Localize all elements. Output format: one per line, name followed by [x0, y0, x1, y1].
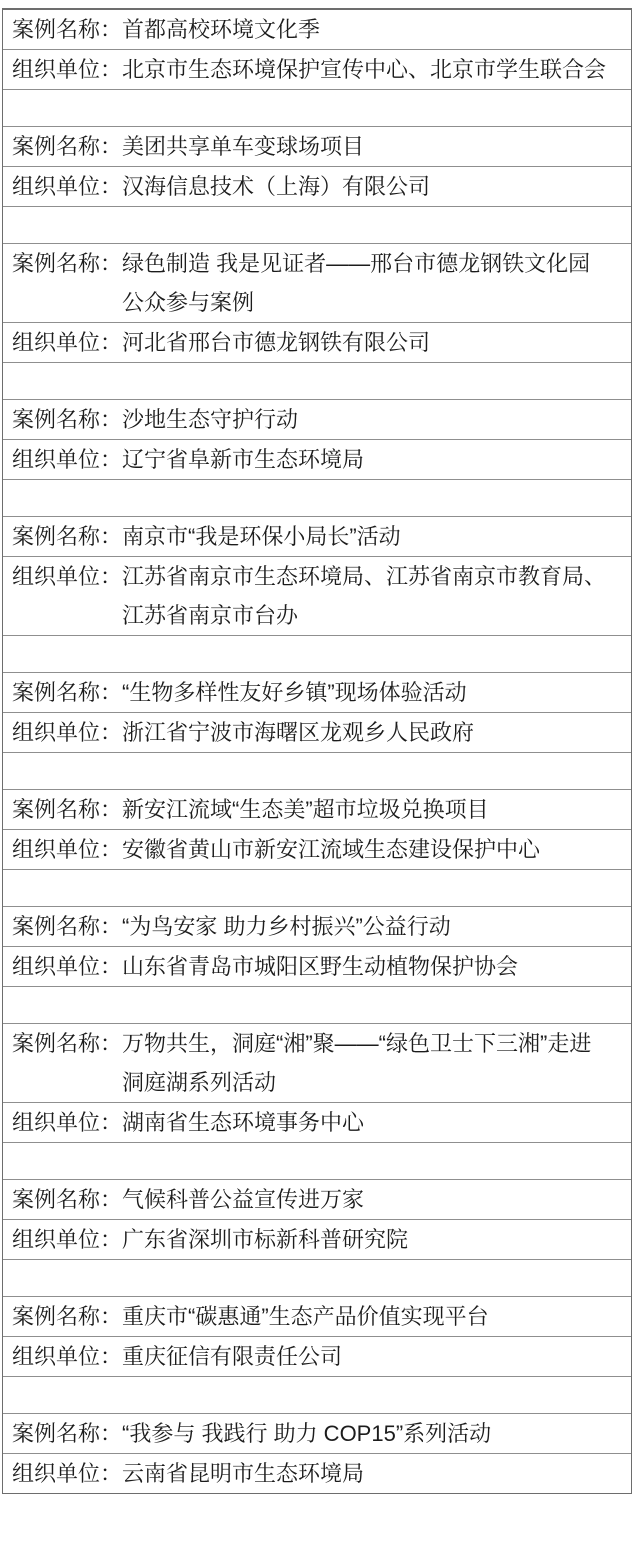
row-case-name — [3, 1297, 631, 1336]
case-name-value: 南京市“我是环保小局长”活动 — [122, 524, 401, 549]
row-org-unit — [3, 712, 631, 752]
org-unit-value: 北京市生态环境保护宣传中心、北京市学生联合会 — [122, 57, 607, 82]
org-unit-value: 辽宁省阜新市生态环境局 — [122, 447, 365, 472]
spacer-row — [3, 362, 631, 399]
case-section — [3, 906, 631, 1023]
org-unit-label: 组织单位： — [12, 1461, 123, 1486]
org-unit-value: 安徽省黄山市新安江流域生态建设保护中心 — [122, 837, 541, 862]
org-unit-value: 江苏省南京市生态环境局、江苏省南京市教育局、江苏省南京市台办 — [122, 564, 607, 628]
row-org-unit — [3, 556, 631, 635]
org-unit-label: 组织单位： — [12, 564, 123, 589]
row-org-unit — [3, 439, 631, 479]
case-section — [3, 1296, 631, 1413]
org-unit-value: 重庆征信有限责任公司 — [122, 1344, 343, 1369]
case-section — [3, 1023, 631, 1179]
org-unit-label: 组织单位： — [12, 720, 123, 745]
org-unit-value: 河北省邢台市德龙钢铁有限公司 — [122, 330, 431, 355]
org-unit-label: 组织单位： — [12, 1227, 123, 1252]
case-name-label: 案例名称： — [12, 407, 123, 432]
case-name-value: 沙地生态守护行动 — [122, 407, 299, 432]
spacer-row — [3, 1142, 631, 1179]
case-name-label: 案例名称： — [12, 797, 123, 822]
org-unit-value: 湖南省生态环境事务中心 — [122, 1110, 365, 1135]
row-case-name — [3, 517, 631, 556]
case-name-value: 首都高校环境文化季 — [122, 17, 321, 42]
spacer-row — [3, 206, 631, 243]
case-name-value: 气候科普公益宣传进万家 — [122, 1187, 365, 1212]
case-name-value: 新安江流域“生态美”超市垃圾兑换项目 — [122, 797, 489, 822]
case-section — [3, 1413, 631, 1493]
row-org-unit — [3, 1219, 631, 1259]
spacer-row — [3, 479, 631, 516]
org-unit-value: 浙江省宁波市海曙区龙观乡人民政府 — [122, 720, 475, 745]
case-section — [3, 399, 631, 516]
row-case-name — [3, 673, 631, 712]
row-case-name — [3, 10, 631, 49]
case-name-label: 案例名称： — [12, 1187, 123, 1212]
spacer-row — [3, 89, 631, 126]
case-name-value: 万物共生，洞庭“湘”聚——“绿色卫士下三湘”走进洞庭湖系列活动 — [122, 1031, 592, 1095]
spacer-row — [3, 752, 631, 789]
row-org-unit — [3, 946, 631, 986]
case-name-value: 美团共享单车变球场项目 — [122, 134, 365, 159]
row-case-name — [3, 790, 631, 829]
org-unit-value: 山东省青岛市城阳区野生动植物保护协会 — [122, 954, 519, 979]
case-name-value: 重庆市“碳惠通”生态产品价值实现平台 — [122, 1304, 489, 1329]
row-org-unit — [3, 1336, 631, 1376]
row-org-unit — [3, 829, 631, 869]
case-name-label: 案例名称： — [12, 1304, 123, 1329]
row-case-name — [3, 127, 631, 166]
row-case-name — [3, 1024, 631, 1102]
case-section — [3, 243, 631, 399]
spacer-row — [3, 869, 631, 906]
row-case-name — [3, 400, 631, 439]
row-case-name — [3, 1180, 631, 1219]
org-unit-value: 广东省深圳市标新科普研究院 — [122, 1227, 409, 1252]
case-name-label: 案例名称： — [12, 17, 123, 42]
case-name-value: “我参与 我践行 助力 COP15”系列活动 — [122, 1421, 492, 1446]
spacer-row — [3, 986, 631, 1023]
row-case-name — [3, 244, 631, 322]
org-unit-value: 汉海信息技术（上海）有限公司 — [122, 174, 431, 199]
org-unit-label: 组织单位： — [12, 837, 123, 862]
org-unit-label: 组织单位： — [12, 1344, 123, 1369]
org-unit-value: 云南省昆明市生态环境局 — [122, 1461, 365, 1486]
case-name-label: 案例名称： — [12, 1031, 123, 1056]
case-name-label: 案例名称： — [12, 1421, 123, 1446]
case-section — [3, 1179, 631, 1296]
spacer-row — [3, 1259, 631, 1296]
case-name-label: 案例名称： — [12, 524, 123, 549]
case-name-value: “为鸟安家 助力乡村振兴”公益行动 — [122, 914, 451, 939]
case-section — [3, 516, 631, 672]
row-org-unit — [3, 322, 631, 362]
case-name-value: 绿色制造 我是见证者——邢台市德龙钢铁文化园公众参与案例 — [122, 251, 591, 315]
spacer-row — [3, 1376, 631, 1413]
row-org-unit — [3, 166, 631, 206]
case-list-table — [2, 8, 632, 1494]
org-unit-label: 组织单位： — [12, 447, 123, 472]
case-name-label: 案例名称： — [12, 251, 123, 276]
case-section — [3, 10, 631, 126]
row-case-name — [3, 1414, 631, 1453]
org-unit-label: 组织单位： — [12, 954, 123, 979]
case-name-label: 案例名称： — [12, 134, 123, 159]
row-org-unit — [3, 1102, 631, 1142]
org-unit-label: 组织单位： — [12, 1110, 123, 1135]
case-section — [3, 126, 631, 243]
org-unit-label: 组织单位： — [12, 330, 123, 355]
row-org-unit — [3, 1453, 631, 1493]
spacer-row — [3, 635, 631, 672]
org-unit-label: 组织单位： — [12, 57, 123, 82]
row-org-unit — [3, 49, 631, 89]
row-case-name — [3, 907, 631, 946]
case-name-label: 案例名称： — [12, 680, 123, 705]
case-section — [3, 789, 631, 906]
org-unit-label: 组织单位： — [12, 174, 123, 199]
case-name-label: 案例名称： — [12, 914, 123, 939]
case-section — [3, 672, 631, 789]
case-name-value: “生物多样性友好乡镇”现场体验活动 — [122, 680, 467, 705]
